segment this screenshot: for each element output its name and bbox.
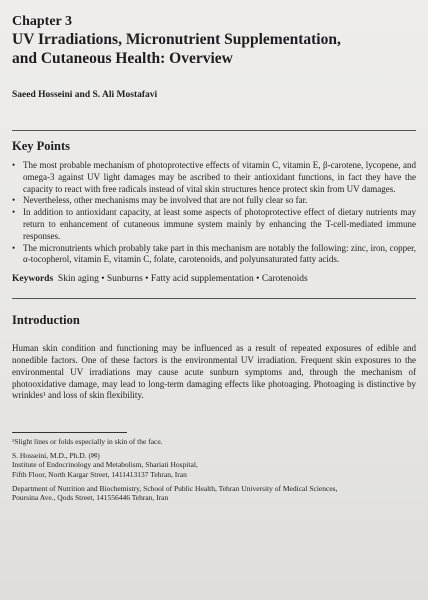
key-point-2: • Nevertheless, other mechanisms may be involved that are not fully clear so far. xyxy=(12,195,416,207)
chapter-title-line-2: and Cutaneous Health: Overview xyxy=(12,50,233,67)
key-point-4: • The micronutrients which probably take part in this mechanism are notably the following: zinc, iron, copper, α-tocopherol, vitamin E, vitamin C, folate, carotenoids, and polyunsaturated fatty acids. xyxy=(12,243,416,267)
introduction-heading: Introduction xyxy=(12,313,80,328)
footnote-divider xyxy=(12,432,127,433)
chapter-title xyxy=(12,30,416,68)
keywords-label: Keywords xyxy=(12,274,54,285)
key-point-1: • The most probable mechanism of photoprotective effects of vitamin C, vitamin E, β-carotene, lycopene, and omega-3 against UV light damages may be ascribed to their antioxidant functions, in fact they have the capacity to react with free radicals instead of vital skin structures hence protect skin from UV damages. xyxy=(12,160,416,195)
affiliation-line: Fifth Floor, North Kargar Street, 1411413137 Tehran, Iran xyxy=(12,469,187,479)
key-points-list xyxy=(12,160,416,266)
author-affiliation-1 xyxy=(12,451,416,480)
section-divider xyxy=(12,298,416,299)
affiliation-line: Poursina Ave., Qods Street, 141556446 Tehran, Iran xyxy=(12,493,169,503)
key-point-3: • In addition to antioxidant capacity, at least some aspects of photoprotective effect of dietary nutrients may return to enhancement of cutaneous immune system mainly by enhancing the T-cell-mediated immune responses. xyxy=(12,207,416,242)
introduction-body: Human skin condition and functioning may be influenced as a result of repeated exposures of edible and nonedible factors. One of these factors is the environmental UV irradiation. Frequent skin exposures to the environmental UV irradiations may cause acute sunburn symptoms and, through the mechanism of photooxidative damage, may lead to long-term damaging effects like photoaging. Photoaging is distinctive by wrinkles¹ and loss of skin flexibility. xyxy=(12,343,416,401)
key-points-heading: Key Points xyxy=(12,139,70,153)
section-divider xyxy=(12,130,416,131)
author-affiliation-2 xyxy=(12,484,416,503)
footnote: ¹Slight lines or folds especially in skin of the face. xyxy=(12,437,163,447)
chapter-title-line-1: UV Irradiations, Micronutrient Supplementation, xyxy=(12,31,341,48)
affiliation-line: Department of Nutrition and Biochemistry, School of Public Health, Tehran University of Medical Sciences, xyxy=(12,483,338,493)
keywords-text: Skin aging • Sunburns • Fatty acid supplementation • Carotenoids xyxy=(57,274,308,285)
chapter-label: Chapter 3 xyxy=(12,14,73,29)
authors: Saeed Hosseini and S. Ali Mostafavi xyxy=(12,90,158,100)
affiliation-line: S. Hosseini, M.D., Ph.D. (✉) xyxy=(12,450,100,460)
keywords xyxy=(12,274,416,284)
affiliation-line: Institute of Endocrinology and Metabolism, Shariati Hospital, xyxy=(12,460,198,470)
